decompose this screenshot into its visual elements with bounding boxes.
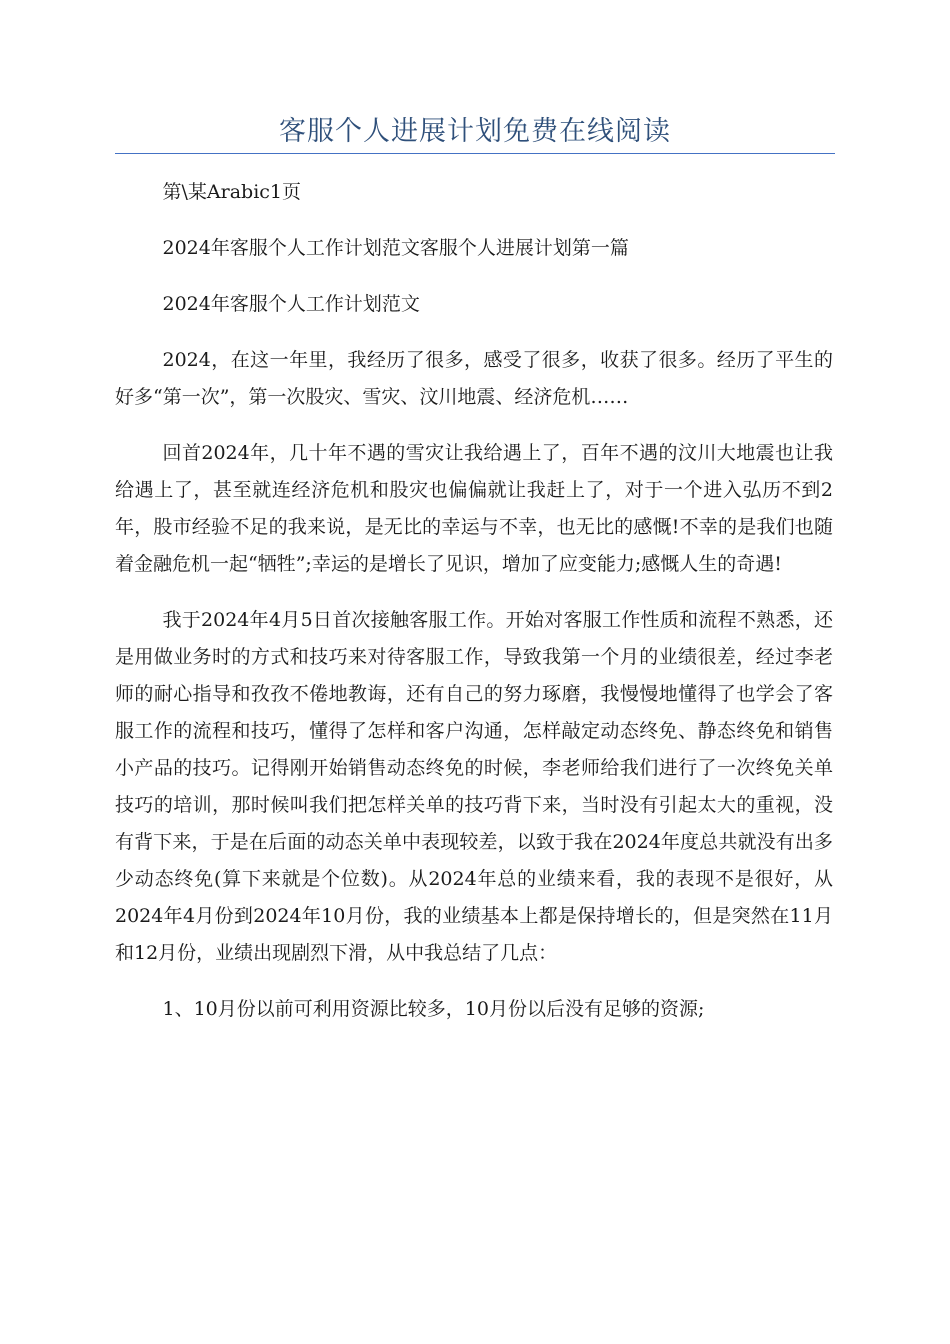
page-number-paragraph: 第\某Arabic1页 [162,181,302,203]
paragraph: 我于2024年4月5日首次接触客服工作。开始对客服工作性质和流程不熟悉，还是用做业务时的方式和技巧来对待客服工作，导致我第一个月的业绩很差，经过李老师的耐心指导和孜孜不倦地教诲，还有自己的努力琢磨，我慢慢地懂得了也学会了客服工作的流程和技巧，懂得了怎样和客户沟通，怎样敲定动态终免、静态终免和销售小产品的技巧。记得刚开始销售动态终免的时候，李老师给我们进行了一次终免关单技巧的培训，那时候叫我们把怎样关单的技巧背下来，当时没有引起太大的重视，没有背下来，于是在后面的动态关单中表现较差，以致于我在2024年度总共就没有出多少动态终免(算下来就是个位数)。从2024年总的业绩来看，我的表现不是很好，从2024年4月份到2024年10月份，我的业绩基本上都是保持增长的，但是突然在11月和12月份，业绩出现剧烈下滑，从中我总结了几点： [115,609,833,964]
paragraph: 2024年客服个人工作计划范文客服个人进展计划第一篇 [162,237,629,259]
paragraph: 2024，在这一年里，我经历了很多，感受了很多，收获了很多。经历了平生的好多“第一次”，第一次股灾、雪灾、汶川地震、经济危机…… [115,349,833,408]
paragraph: 回首2024年，几十年不遇的雪灾让我给遇上了，百年不遇的汶川大地震也让我给遇上了，甚至就连经济危机和股灾也偏偏就让我赶上了，对于一个进入弘历不到2年，股市经验不足的我来说，是无比的幸运与不幸，也无比的感慨!不幸的是我们也随着金融危机一起“牺牲”;幸运的是增长了见识，增加了应变能力;感慨人生的奇遇! [115,442,833,575]
document-body [115,174,833,1047]
paragraph: 1、10月份以前可利用资源比较多，10月份以后没有足够的资源; [162,998,705,1020]
title-underline [115,153,835,154]
document-title: 客服个人进展计划免费在线阅读 [279,116,671,147]
paragraph: 2024年客服个人工作计划范文 [162,293,420,315]
